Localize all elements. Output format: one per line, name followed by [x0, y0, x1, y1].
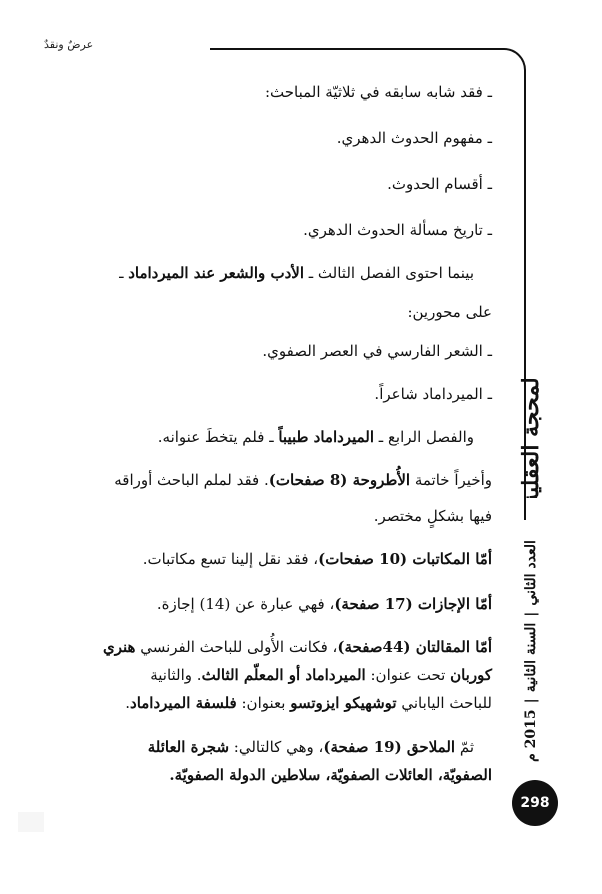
page-number-badge: 298 [512, 780, 558, 826]
text-line: ـ الميرداماد شاعراً. [374, 385, 492, 403]
section-label: عرضٌ ونقدٌ [44, 38, 94, 51]
separator: | [523, 611, 539, 617]
text-line [40, 735, 492, 760]
text-line [40, 663, 492, 688]
text-span: تحت عنوان: [365, 666, 451, 684]
bold-phrase: أمّا المقالتان (44صفحة) [337, 638, 492, 656]
bold-phrase: توشهيكو ايزوتسو [290, 694, 397, 712]
text-line [40, 425, 492, 450]
bold-phrase: الأُطروحة (8 صفحات) [268, 471, 411, 489]
text-span: ثمّ [455, 738, 474, 756]
text-span: بعنوان: [236, 694, 291, 712]
text-line: ـ مفهوم الحدوث الدهري. [336, 129, 492, 147]
text-span: وأخيراً خاتمة [410, 471, 492, 489]
text-line: ـ الشعر الفارسي في العصر الصفوي. [262, 342, 492, 360]
separator: | [523, 698, 539, 704]
year-label: السنة الثانية [523, 622, 539, 693]
issue-number: العدد الثاني [523, 540, 539, 606]
text-line: ـ فقد شابه سابقه في ثلاثيّة المباحث: [264, 83, 492, 101]
text-span: بينما احتوى الفصل الثالث ـ [304, 264, 474, 282]
journal-title-logo [500, 378, 560, 498]
text-line [40, 592, 492, 617]
text-line [40, 468, 492, 493]
text-line [40, 547, 492, 572]
text-line: فيها بشكلٍ مختصر. [373, 507, 492, 525]
text-line: ـ تاريخ مسألة الحدوث الدهري. [303, 221, 492, 239]
bold-phrase: شجرة العائلة [147, 738, 230, 756]
text-line [40, 635, 492, 660]
text-span: ، فكانت الأُولى للباحث الفرنسي [135, 638, 338, 656]
bold-phrase: كوربان [450, 666, 492, 684]
text-span: للباحث الياباني [396, 694, 492, 712]
bold-phrase: هنري [102, 638, 136, 656]
text-span: والفصل الرابع ـ [374, 428, 474, 446]
issue-info [514, 520, 548, 782]
text-span: ـ فلم يتخطَ عنوانه. [157, 428, 279, 446]
scan-mark [18, 812, 44, 832]
bold-phrase: الأدب والشعر عند الميرداماد [128, 264, 304, 282]
journal-title-text: المحجة العقلية [518, 378, 544, 498]
bold-phrase: الملاحق (19 صفحة) [323, 738, 456, 756]
text-span: . [125, 694, 131, 712]
text-span: . والثانية [150, 666, 202, 684]
text-span: ، فقد نقل إلينا تسع مكاتبات. [142, 550, 319, 568]
text-line: الصفويّة، العائلات الصفويّة، سلاطين الدولة الصفويّة. [169, 766, 492, 784]
bold-phrase: الميرداماد أو المعلّم الثالث [201, 666, 366, 684]
text-line [40, 691, 492, 716]
text-span: ـ [119, 264, 129, 282]
text-span: ، فهي عبارة عن (14) إجازة. [156, 595, 335, 613]
bold-phrase: فلسفة الميرداماد [130, 694, 237, 712]
bold-phrase: الميرداماد طبيباً [278, 428, 375, 446]
text-span: . فقد لملم الباحث أوراقه [114, 471, 269, 489]
text-span: ، وهي كالتالي: [229, 738, 324, 756]
journal-title-calligraphy [500, 378, 560, 498]
year: 2015 م [523, 709, 539, 762]
text-line: ـ أقسام الحدوث. [387, 175, 492, 193]
text-line [40, 261, 492, 286]
bold-phrase: أمّا المكاتبات (10 صفحات) [318, 550, 492, 568]
text-line: على محورين: [407, 303, 492, 321]
bold-phrase: أمّا الإجازات (17 صفحة) [334, 595, 492, 613]
